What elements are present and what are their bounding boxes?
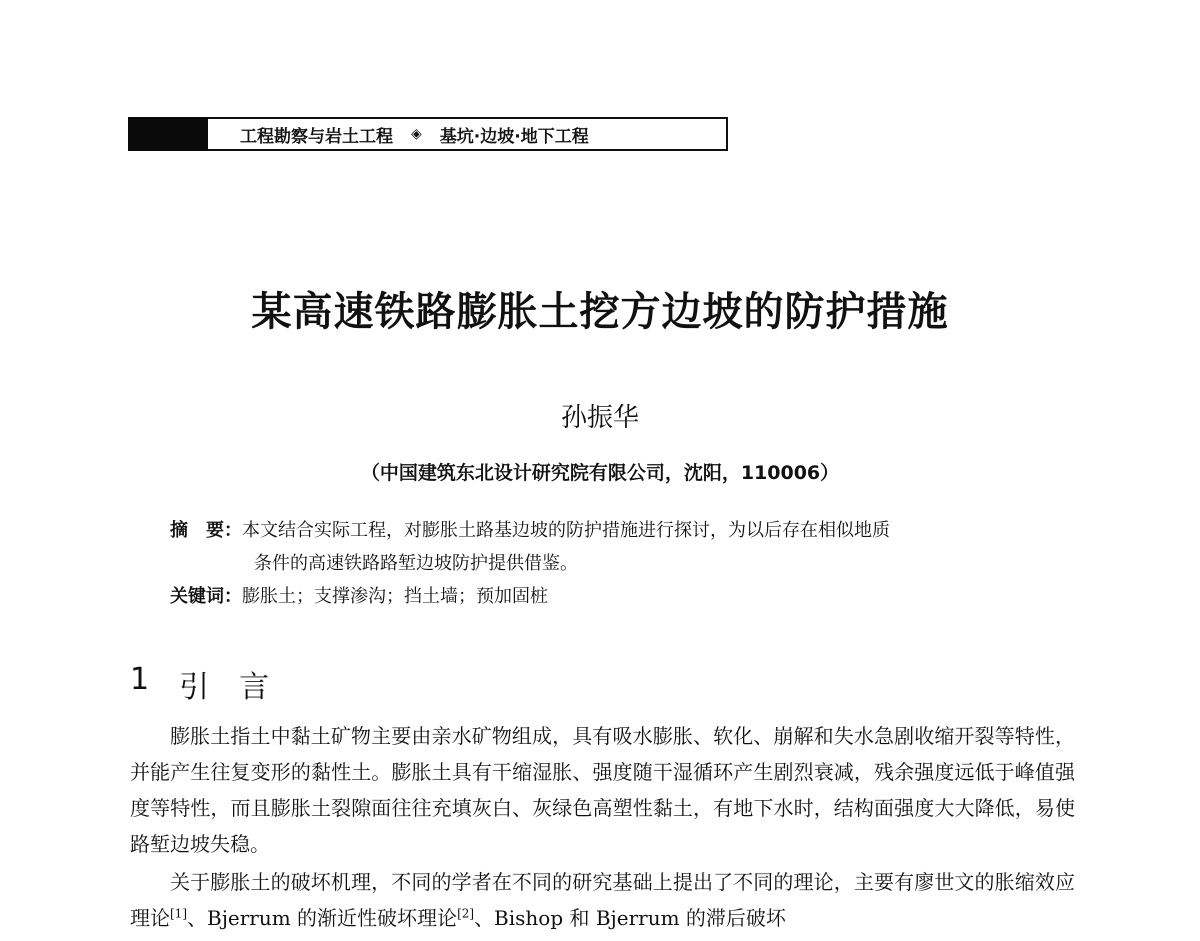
paragraph-2-part-2: 、Bjerrum 的渐近性破坏理论 <box>187 906 458 930</box>
section-heading <box>130 662 269 706</box>
citation-2: [2] <box>457 906 475 921</box>
running-header <box>128 117 728 151</box>
affiliation: （中国建筑东北设计研究院有限公司，沈阳，110006） <box>360 462 840 484</box>
paragraph-1: 膨胀土指土中黏土矿物主要由亲水矿物组成，具有吸水膨胀、软化、崩解和失水急剧收缩开裂等特性，并能产生往复变形的黏性土。膨胀土具有干缩湿胀、强度随干湿循环产生剧烈衰减，残余强度远低于峰值强度等特性，而且膨胀土裂隙面往往充填灰白、灰绿色高塑性黏土，有地下水时，结构面强度大大降低，易使路堑边坡失稳。 <box>130 724 1075 856</box>
section-title: 引 言 <box>179 670 270 705</box>
header-black-block <box>128 117 208 151</box>
keywords-line <box>170 580 1050 613</box>
abstract-label: 摘 要： <box>170 520 242 541</box>
paragraph-2 <box>130 864 1075 936</box>
abstract-line-1 <box>170 514 1050 547</box>
paper-title: 某高速铁路膨胀土挖方边坡的防护措施 <box>251 288 949 335</box>
citation-1: [1] <box>170 906 187 921</box>
abstract-text-1: 本文结合实际工程，对膨胀土路基边坡的防护措施进行探讨，为以后存在相似地质 <box>242 520 890 541</box>
keywords-text: 膨胀土；支撑渗沟；挡土墙；预加固桩 <box>242 586 548 607</box>
abstract-block <box>170 514 1050 613</box>
section-number: 1 <box>130 662 150 697</box>
column-name: 基坑·边坡·地下工程 <box>439 126 589 147</box>
body-text <box>130 718 1075 938</box>
author-name: 孙振华 <box>560 403 639 433</box>
abstract-text-2: 条件的高速铁路路堑边坡防护提供借鉴。 <box>254 553 578 574</box>
paragraph-2-part-1: 关于膨胀土的破坏机理，不同的学者在不同的研究基础上提出了不同的理论，主要有廖世文的胀缩效应理论 <box>130 870 1075 930</box>
header-box <box>208 117 728 151</box>
header-separator-icon: ◈ <box>411 126 422 142</box>
keywords-label: 关键词： <box>170 586 242 607</box>
paragraph-2-part-3: 、Bishop 和 Bjerrum 的滞后破坏 <box>474 906 786 930</box>
journal-name: 工程勘察与岩土工程 <box>240 126 393 147</box>
